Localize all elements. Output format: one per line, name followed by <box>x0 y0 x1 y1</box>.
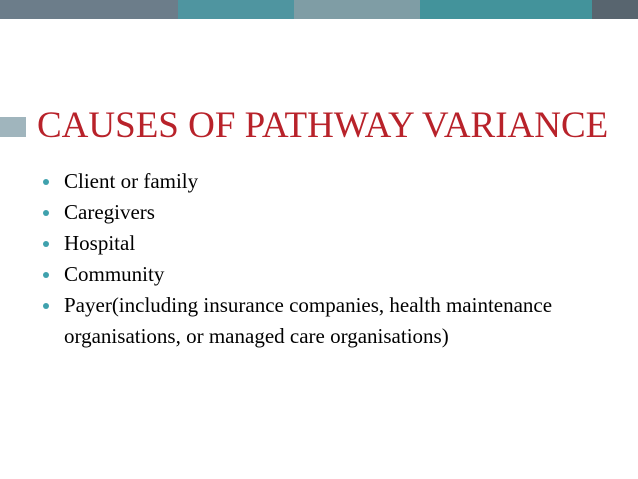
bullet-text: Client or family <box>64 169 199 193</box>
bullet-item <box>40 290 600 352</box>
bullet-text: Payer(including insurance companies, health maintenance organisations, or managed care organisations) <box>64 293 553 348</box>
bullet-text: Hospital <box>64 231 136 255</box>
title-accent-marker <box>0 117 26 137</box>
bullet-item <box>40 259 600 290</box>
bar-segment-2 <box>178 0 294 19</box>
bar-segment-3 <box>294 0 420 19</box>
top-decorative-bar <box>0 0 638 19</box>
bar-segment-5 <box>592 0 638 19</box>
bullet-text: Caregivers <box>64 200 155 224</box>
bullet-item <box>40 228 600 259</box>
bullet-item <box>40 197 600 228</box>
bullet-dot-icon <box>43 272 49 278</box>
bullet-dot-icon <box>43 179 49 185</box>
bullet-list <box>40 166 600 352</box>
slide-title: CAUSES OF PATHWAY VARIANCE <box>37 105 609 146</box>
bullet-text: Community <box>64 262 165 286</box>
bullet-dot-icon <box>43 210 49 216</box>
bar-segment-4 <box>420 0 592 19</box>
top-rule-divider <box>0 19 638 23</box>
bullet-dot-icon <box>43 241 49 247</box>
bullet-dot-icon <box>43 303 49 309</box>
bar-segment-1 <box>0 0 178 19</box>
bullet-item <box>40 166 600 197</box>
